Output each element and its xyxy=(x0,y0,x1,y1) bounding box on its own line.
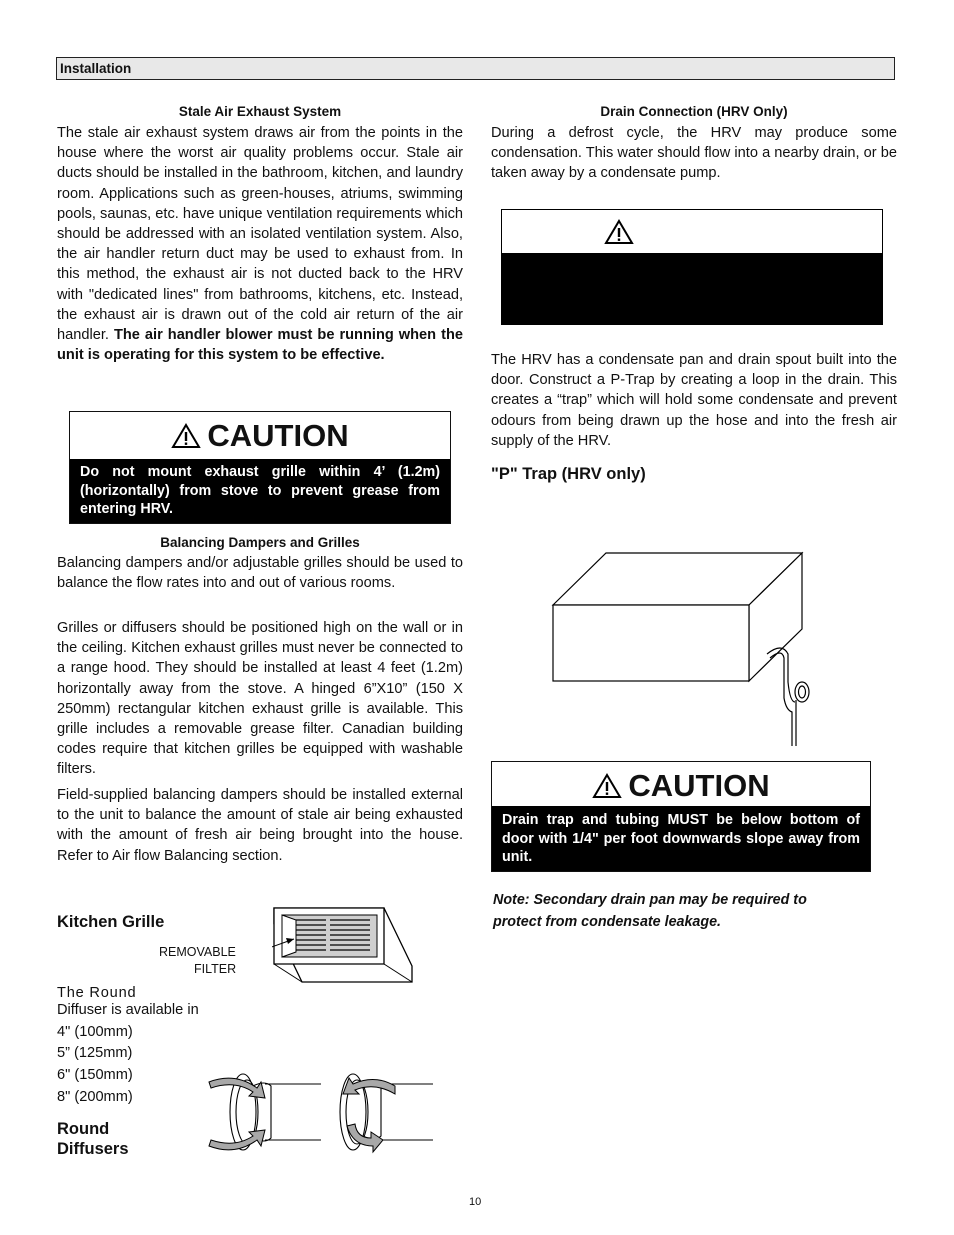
caution-body: Do not mount exhaust grille within 4’ (1.2m) (horizontally) from stove to prevent grease from entering HRV. xyxy=(70,459,450,523)
caution-title xyxy=(70,412,450,460)
kitchen-grille-illustration xyxy=(272,906,414,984)
balancing-heading: Balancing Dampers and Grilles xyxy=(160,535,360,550)
stale-air-heading: Stale Air Exhaust System xyxy=(178,104,342,119)
drain-heading: Drain Connection (HRV Only) xyxy=(600,104,788,119)
warning-title-strip xyxy=(502,210,882,254)
round-diffusers-heading-line-1: Round xyxy=(57,1120,110,1138)
stale-air-text: The stale air exhaust system draws air from the points in the house where the worst air quality problems occur. Stale air ducts should be installed in the bathroom, kitchen, and laundry room. Applications such as green-houses, atriums, swimming pools, saunas, etc. have unique ventilation requirements which should be addressed with an isolated ventilation system. Also, the air handler return duct may be used to exhaust from. In this method, the exhaust air is not ducted back to the HRV with "dedicated lines" from bathrooms, kitchens, etc. Instead, the exhaust air is drawn out of the cold air return of the air handler. xyxy=(57,125,463,344)
note-text: Note: Secondary drain pan may be required to protect from condensate leakage. xyxy=(493,892,807,930)
warning-triangle-icon xyxy=(171,423,201,449)
warning-triangle-icon xyxy=(604,219,634,245)
balancing-paragraph-2: Grilles or diffusers should be positioned high on the wall or in the ceiling. Kitchen exhaust grilles must never be connected to a range hood. They should be installed at least 4 feet (1.2m) horizontally away from the stove. A hinged 6”X10” (150 X 250mm) rectangular kitchen exhaust grille is available. This grille includes a removable grease filter. Canadian building codes require that kitchen grilles be equipped with washable filters. xyxy=(57,620,463,778)
size-item: 8" (200mm) xyxy=(57,1089,133,1105)
balancing-paragraph-3: Field-supplied balancing dampers should be installed external to the unit to balance the amount of stale air being exhausted with the amount of fresh air being brought into the house. Refer to Air flow Balancing section. xyxy=(57,787,463,864)
caution-box-grille xyxy=(69,411,451,524)
round-diffuser-text-2: Diffuser is available in xyxy=(57,1002,199,1018)
drain-paragraph: During a defrost cycle, the HRV may produce some condensation. This water should flow into a nearby drain, or be taken away by a condensate pump. xyxy=(491,125,897,182)
section-label: Installation xyxy=(60,61,132,76)
size-item: 6" (150mm) xyxy=(57,1067,133,1083)
caution-title xyxy=(492,762,870,810)
round-diffuser-text-1: The Round xyxy=(57,985,137,1001)
page-number: 10 xyxy=(469,1196,482,1208)
round-diffusers-heading xyxy=(57,1119,129,1159)
balancing-paragraph-1: Balancing dampers and/or adjustable grilles should be used to balance the flow rates into and out of various rooms. xyxy=(57,555,463,592)
round-diffusers-illustration xyxy=(205,1066,445,1162)
size-item: 4" (100mm) xyxy=(57,1024,133,1040)
filter-label: FILTER xyxy=(194,962,237,976)
stale-air-paragraph xyxy=(57,123,463,365)
condensate-paragraph: The HRV has a condensate pan and drain spout built into the door. Construct a P-Trap by creating a loop in the drain. This creates a “trap” which will hold some condensate and prevent odours from being drawn up the hose and into the fresh air supply of the HRV. xyxy=(491,352,897,449)
removable-label: REMOVABLE xyxy=(159,945,236,959)
stale-air-bold-text: The air handler blower must be running when the unit is operating for this system to be effective. xyxy=(57,327,463,364)
p-trap-heading: "P" Trap (HRV only) xyxy=(491,465,646,483)
kitchen-grille-heading: Kitchen Grille xyxy=(57,913,165,931)
caution-box-drain xyxy=(491,761,871,872)
warning-triangle-icon xyxy=(592,773,622,799)
p-trap-illustration xyxy=(550,550,850,750)
section-header-bar xyxy=(56,57,895,80)
caution-title-text: CAUTION xyxy=(207,418,349,453)
warning-box xyxy=(501,209,883,325)
round-diffusers-heading-line-2: Diffusers xyxy=(57,1140,129,1158)
size-item: 5” (125mm) xyxy=(57,1045,133,1061)
caution-body: Drain trap and tubing MUST be below bottom of door with 1/4" per foot downwards slope away from unit. xyxy=(492,806,870,871)
caution-title-text: CAUTION xyxy=(628,768,770,803)
